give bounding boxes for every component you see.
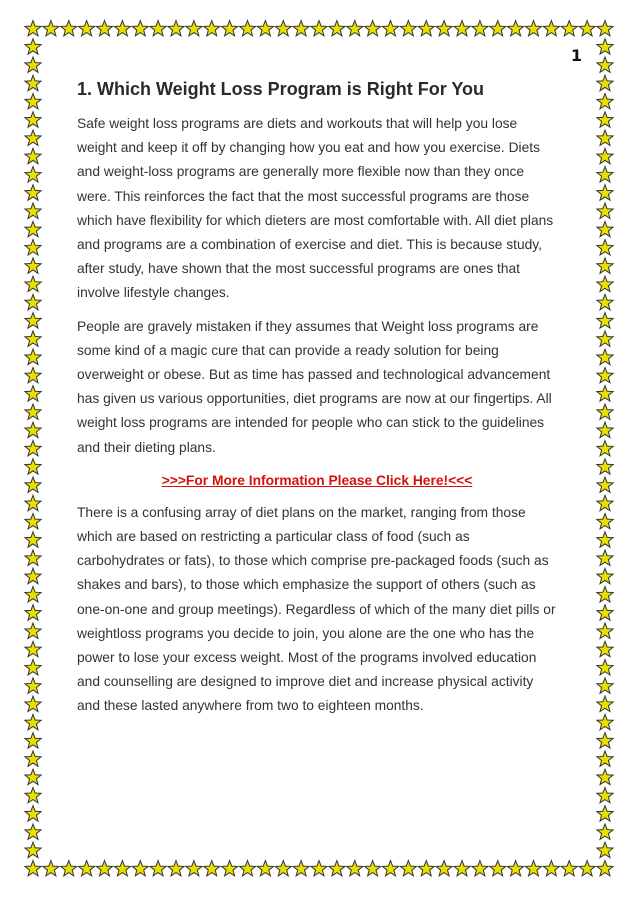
border-star-icon <box>490 21 506 36</box>
border-star-icon <box>597 568 613 583</box>
border-star-icon <box>25 331 41 346</box>
border-star-icon <box>561 861 577 876</box>
border-star-icon <box>25 788 41 803</box>
more-info-link[interactable]: >>>For More Information Please Click Here!<<< <box>161 472 473 488</box>
border-star-icon <box>597 696 613 711</box>
border-star-icon <box>25 769 41 784</box>
border-star-icon <box>597 94 613 109</box>
border-star-icon <box>597 240 613 255</box>
border-star-icon <box>597 130 613 145</box>
border-star-icon <box>186 861 202 876</box>
border-star-icon <box>114 861 130 876</box>
border-star-icon <box>25 660 41 675</box>
border-star-icon <box>597 276 613 291</box>
border-star-icon <box>25 294 41 309</box>
border-star-icon <box>597 495 613 510</box>
border-star-icon <box>597 477 613 492</box>
more-info-line <box>77 469 557 493</box>
border-star-icon <box>597 751 613 766</box>
border-star-icon <box>25 112 41 127</box>
border-star-icon <box>400 861 416 876</box>
border-star-icon <box>597 294 613 309</box>
border-star-icon <box>365 861 381 876</box>
border-star-icon <box>525 861 541 876</box>
border-star-icon <box>597 587 613 602</box>
border-star-icon <box>418 861 434 876</box>
border-star-icon <box>597 203 613 218</box>
border-star-icon <box>25 57 41 72</box>
border-star-icon <box>25 21 41 36</box>
border-star-icon <box>25 94 41 109</box>
border-star-icon <box>597 331 613 346</box>
border-star-icon <box>543 861 559 876</box>
border-star-icon <box>597 842 613 857</box>
border-star-icon <box>597 39 613 54</box>
border-star-icon <box>25 167 41 182</box>
border-star-icon <box>597 148 613 163</box>
border-star-icon <box>61 21 77 36</box>
border-star-icon <box>168 21 184 36</box>
border-star-icon <box>597 605 613 620</box>
border-star-icon <box>168 861 184 876</box>
border-star-icon <box>239 21 255 36</box>
border-star-icon <box>257 21 273 36</box>
border-star-icon <box>508 21 524 36</box>
border-star-icon <box>150 861 166 876</box>
border-star-icon <box>25 751 41 766</box>
border-star-icon <box>597 441 613 456</box>
border-star-icon <box>597 514 613 529</box>
border-star-icon <box>96 21 112 36</box>
border-star-icon <box>275 21 291 36</box>
border-star-icon <box>347 861 363 876</box>
border-star-icon <box>61 861 77 876</box>
border-star-icon <box>454 21 470 36</box>
border-star-icon <box>597 824 613 839</box>
border-star-icon <box>579 861 595 876</box>
border-star-icon <box>25 568 41 583</box>
border-star-icon <box>25 714 41 729</box>
border-star-icon <box>597 550 613 565</box>
border-star-icon <box>597 861 613 876</box>
border-star-icon <box>293 861 309 876</box>
border-star-icon <box>597 167 613 182</box>
document-body <box>77 79 557 728</box>
border-star-icon <box>25 39 41 54</box>
border-star-icon <box>347 21 363 36</box>
border-star-icon <box>329 21 345 36</box>
border-star-icon <box>400 21 416 36</box>
border-star-icon <box>132 861 148 876</box>
border-star-icon <box>597 660 613 675</box>
border-star-icon <box>25 240 41 255</box>
paragraph-3: There is a confusing array of diet plans on the market, ranging from those which are based on restricting a particular class of food (such as carbohydrates or fats), to those which comprise pre-packaged foods (such as shakes and bars), to those which emphasize the support of others (such as one-on-one and group meetings). Regardless of which of the many diet pills or weightloss programs you decide to join, you alone are the one who has the power to lose your excess weight. Most of the programs involved education and counselling are designed to improve diet and increase physical activity and these lasted anywhere from two to eighteen months. <box>77 504 556 714</box>
border-star-icon <box>597 57 613 72</box>
border-star-icon <box>25 404 41 419</box>
border-star-icon <box>472 21 488 36</box>
border-star-icon <box>79 21 95 36</box>
page-number: 1 <box>570 46 582 65</box>
border-star-icon <box>204 21 220 36</box>
border-star-icon <box>25 75 41 90</box>
border-star-icon <box>454 861 470 876</box>
border-star-icon <box>597 623 613 638</box>
border-star-icon <box>25 696 41 711</box>
paragraph-1: Safe weight loss programs are diets and workouts that will help you lose weight and keep it off by changing how you eat and how you exercise. Diets and weight-loss programs are generally more flexible now than they once were. This reinforces the fact that the most successful programs are those which have flexibility for which dieters are most comfortable with. All diet plans and programs are a combination of exercise and diet. This is because study, after study, have shown that the most successful programs are ones that involve lifestyle changes. <box>77 116 554 301</box>
border-star-icon <box>597 368 613 383</box>
border-star-icon <box>25 842 41 857</box>
border-star-icon <box>150 21 166 36</box>
border-star-icon <box>597 221 613 236</box>
border-star-icon <box>25 678 41 693</box>
border-star-icon <box>25 148 41 163</box>
border-star-icon <box>25 806 41 821</box>
border-star-icon <box>436 21 452 36</box>
border-star-icon <box>79 861 95 876</box>
border-star-icon <box>597 349 613 364</box>
border-star-icon <box>25 477 41 492</box>
border-star-icon <box>222 861 238 876</box>
border-star-icon <box>311 861 327 876</box>
border-star-icon <box>25 185 41 200</box>
border-star-icon <box>597 313 613 328</box>
border-star-icon <box>597 532 613 547</box>
border-star-icon <box>508 861 524 876</box>
paragraph-2: People are gravely mistaken if they assumes that Weight loss programs are some kind of a magic cure that can provide a ready solution for being overweight or obese. But as time has passed and technological advancement has given us various opportunities, diet programs are now at our fingertips. All weight loss programs are intended for people who can stick to the guidelines and their dieting plans. <box>77 318 552 455</box>
border-star-icon <box>239 861 255 876</box>
border-star-icon <box>25 733 41 748</box>
border-star-icon <box>597 678 613 693</box>
border-star-icon <box>472 861 488 876</box>
border-star-icon <box>597 404 613 419</box>
border-star-icon <box>25 386 41 401</box>
border-star-icon <box>382 21 398 36</box>
border-star-icon <box>597 258 613 273</box>
border-star-icon <box>382 861 398 876</box>
border-star-icon <box>186 21 202 36</box>
border-star-icon <box>25 824 41 839</box>
border-star-icon <box>132 21 148 36</box>
border-star-icon <box>96 861 112 876</box>
border-star-icon <box>597 386 613 401</box>
border-star-icon <box>25 861 41 876</box>
border-star-icon <box>275 861 291 876</box>
border-star-icon <box>25 130 41 145</box>
border-star-icon <box>43 21 59 36</box>
border-star-icon <box>25 641 41 656</box>
border-star-icon <box>25 203 41 218</box>
border-star-icon <box>25 495 41 510</box>
border-star-icon <box>25 422 41 437</box>
border-star-icon <box>25 459 41 474</box>
border-star-icon <box>25 258 41 273</box>
border-star-icon <box>204 861 220 876</box>
border-star-icon <box>311 21 327 36</box>
border-star-icon <box>597 733 613 748</box>
border-star-icon <box>257 861 273 876</box>
border-star-icon <box>114 21 130 36</box>
border-star-icon <box>43 861 59 876</box>
border-star-icon <box>25 368 41 383</box>
border-star-icon <box>436 861 452 876</box>
article-heading: 1. Which Weight Loss Program is Right For You <box>77 79 485 99</box>
border-star-icon <box>597 112 613 127</box>
border-star-icon <box>597 21 613 36</box>
border-star-icon <box>365 21 381 36</box>
border-star-icon <box>579 21 595 36</box>
border-star-icon <box>525 21 541 36</box>
border-star-icon <box>597 806 613 821</box>
border-star-icon <box>597 641 613 656</box>
border-star-icon <box>561 21 577 36</box>
border-star-icon <box>25 587 41 602</box>
border-star-icon <box>222 21 238 36</box>
border-star-icon <box>25 514 41 529</box>
border-star-icon <box>329 861 345 876</box>
border-star-icon <box>597 75 613 90</box>
border-star-icon <box>597 459 613 474</box>
border-star-icon <box>25 532 41 547</box>
border-star-icon <box>597 788 613 803</box>
border-star-icon <box>25 550 41 565</box>
border-star-icon <box>293 21 309 36</box>
border-star-icon <box>490 861 506 876</box>
border-star-icon <box>543 21 559 36</box>
border-star-icon <box>25 441 41 456</box>
border-star-icon <box>25 313 41 328</box>
border-star-icon <box>25 605 41 620</box>
border-star-icon <box>25 349 41 364</box>
border-star-icon <box>418 21 434 36</box>
border-star-icon <box>597 714 613 729</box>
border-star-icon <box>597 422 613 437</box>
border-star-icon <box>597 769 613 784</box>
border-star-icon <box>597 185 613 200</box>
border-star-icon <box>25 276 41 291</box>
border-star-icon <box>25 221 41 236</box>
border-star-icon <box>25 623 41 638</box>
